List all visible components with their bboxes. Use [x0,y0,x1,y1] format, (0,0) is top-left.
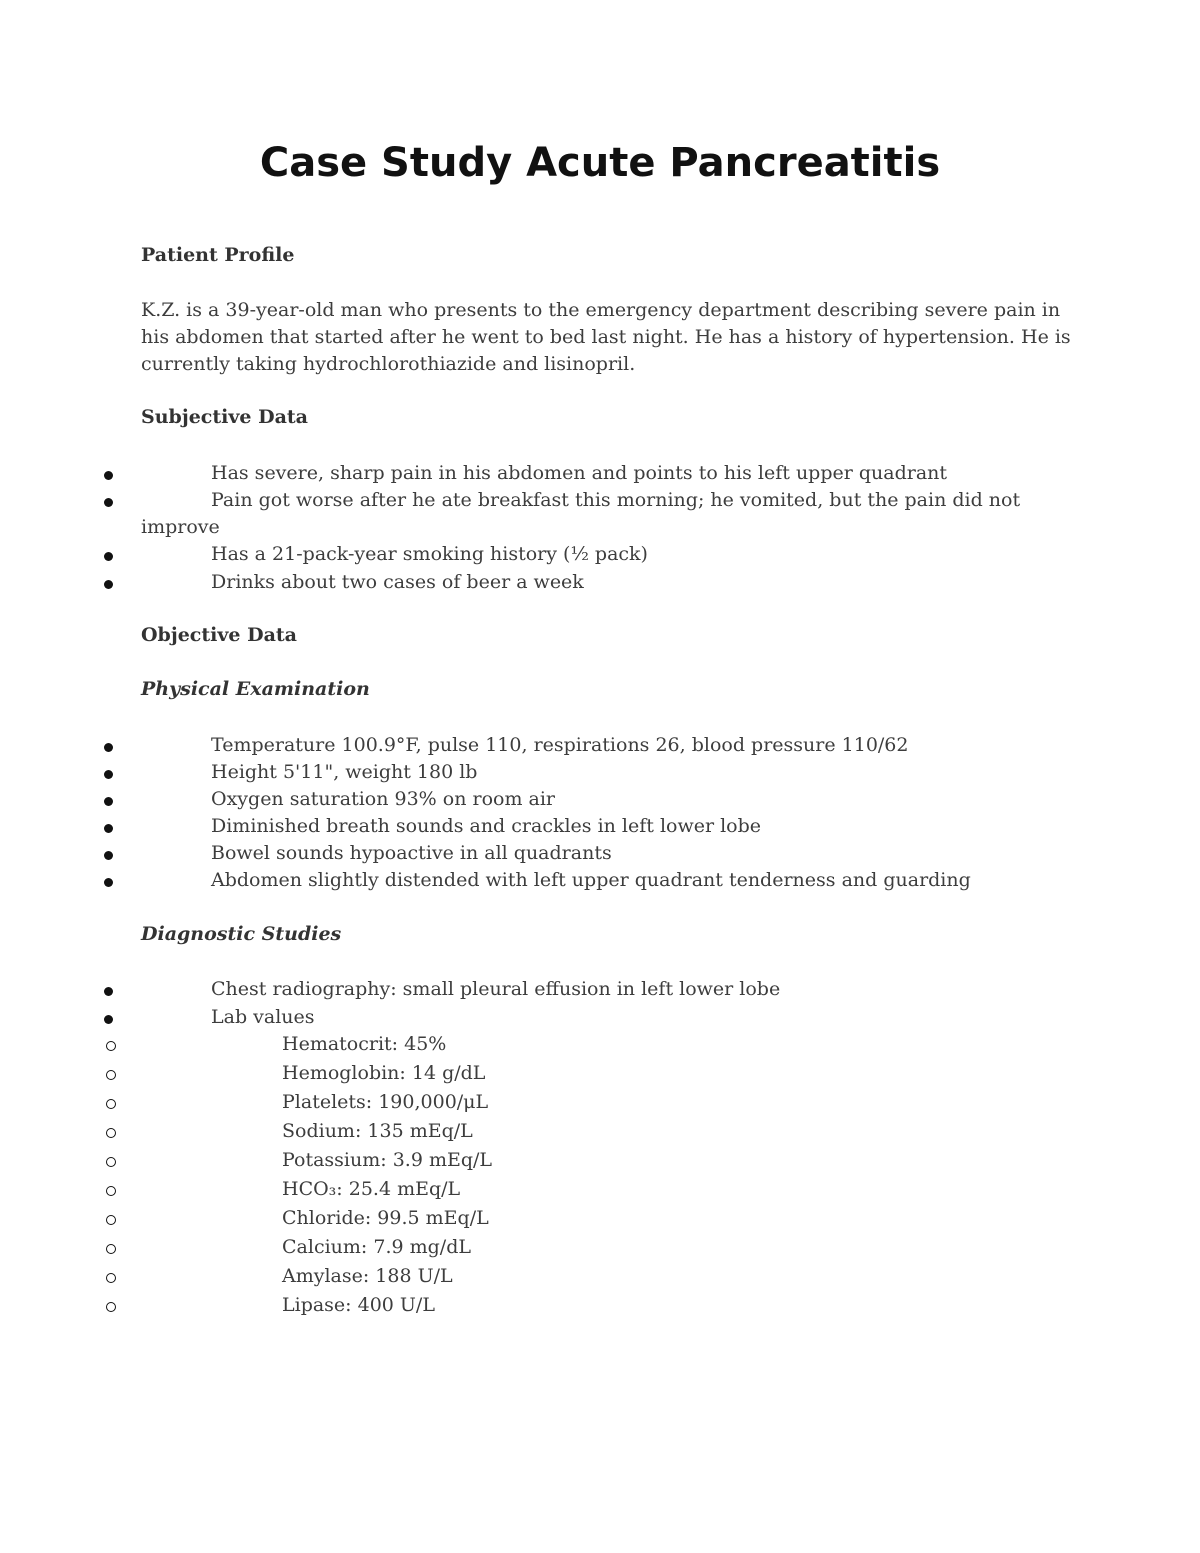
list-item-text: Diminished breath sounds and crackles in left lower lobe [211,815,762,837]
list-item-text: Has severe, sharp pain in his abdomen and points to his left upper quadrant [211,462,948,484]
circle-bullet-icon [106,1157,116,1167]
circle-bullet-icon [106,1070,116,1080]
circle-bullet-icon [106,1244,116,1254]
list-item-text: Height 5'11", weight 180 lb [211,761,478,783]
circle-bullet-icon [106,1215,116,1225]
circle-bullet-icon [106,1302,116,1312]
subjective-data-heading: Subjective Data [141,406,308,428]
bullet-icon [104,987,113,996]
bullet-icon [104,498,113,507]
bullet-icon [104,580,113,589]
paragraph-line: currently taking hydrochlorothiazide and lisinopril. [141,353,636,375]
bullet-icon [104,878,113,887]
lab-value-text: HCO₃: 25.4 mEq/L [282,1178,461,1200]
bullet-icon [104,1015,113,1024]
lab-value-text: Chloride: 99.5 mEq/L [282,1207,489,1229]
list-item-text: Abdomen slightly distended with left upper quadrant tenderness and guarding [211,869,971,891]
bullet-icon [104,851,113,860]
bullet-icon [104,797,113,806]
lab-value-text: Potassium: 3.9 mEq/L [282,1149,493,1171]
circle-bullet-icon [106,1099,116,1109]
circle-bullet-icon [106,1186,116,1196]
list-item-text-continuation: improve [141,516,220,538]
list-item-text: Pain got worse after he ate breakfast this morning; he vomited, but the pain did not [211,489,1021,511]
list-item-text: Has a 21-pack-year smoking history (½ pack) [211,543,648,565]
bullet-icon [104,824,113,833]
list-item-text: Drinks about two cases of beer a week [211,571,584,593]
circle-bullet-icon [106,1041,116,1051]
lab-value-text: Calcium: 7.9 mg/dL [282,1236,471,1258]
patient-profile-paragraph [141,297,1071,378]
circle-bullet-icon [106,1128,116,1138]
lab-value-text: Lipase: 400 U/L [282,1294,435,1316]
physical-examination-heading: Physical Examination [141,678,370,700]
list-item-text: Chest radiography: small pleural effusion in left lower lobe [211,978,781,1000]
page-title: Case Study Acute Pancreatitis [259,140,941,186]
objective-data-heading: Objective Data [141,624,297,646]
list-item-text: Oxygen saturation 93% on room air [211,788,555,810]
lab-value-text: Sodium: 135 mEq/L [282,1120,473,1142]
bullet-icon [104,770,113,779]
paragraph-line: his abdomen that started after he went to bed last night. He has a history of hypertension. He is [141,326,1071,348]
patient-profile-heading: Patient Profile [141,244,295,266]
lab-value-text: Hemoglobin: 14 g/dL [282,1062,486,1084]
diagnostic-studies-heading: Diagnostic Studies [141,923,342,945]
list-item-text: Temperature 100.9°F, pulse 110, respirations 26, blood pressure 110/62 [211,734,909,756]
bullet-icon [104,552,113,561]
paragraph-line: K.Z. is a 39-year-old man who presents to the emergency department describing severe pain in [141,299,1061,321]
list-item-text: Lab values [211,1006,315,1028]
lab-value-text: Hematocrit: 45% [282,1033,447,1055]
bullet-icon [104,471,113,480]
list-item-text: Bowel sounds hypoactive in all quadrants [211,842,612,864]
circle-bullet-icon [106,1273,116,1283]
lab-value-text: Platelets: 190,000/μL [282,1091,489,1113]
lab-value-text: Amylase: 188 U/L [282,1265,453,1287]
bullet-icon [104,743,113,752]
